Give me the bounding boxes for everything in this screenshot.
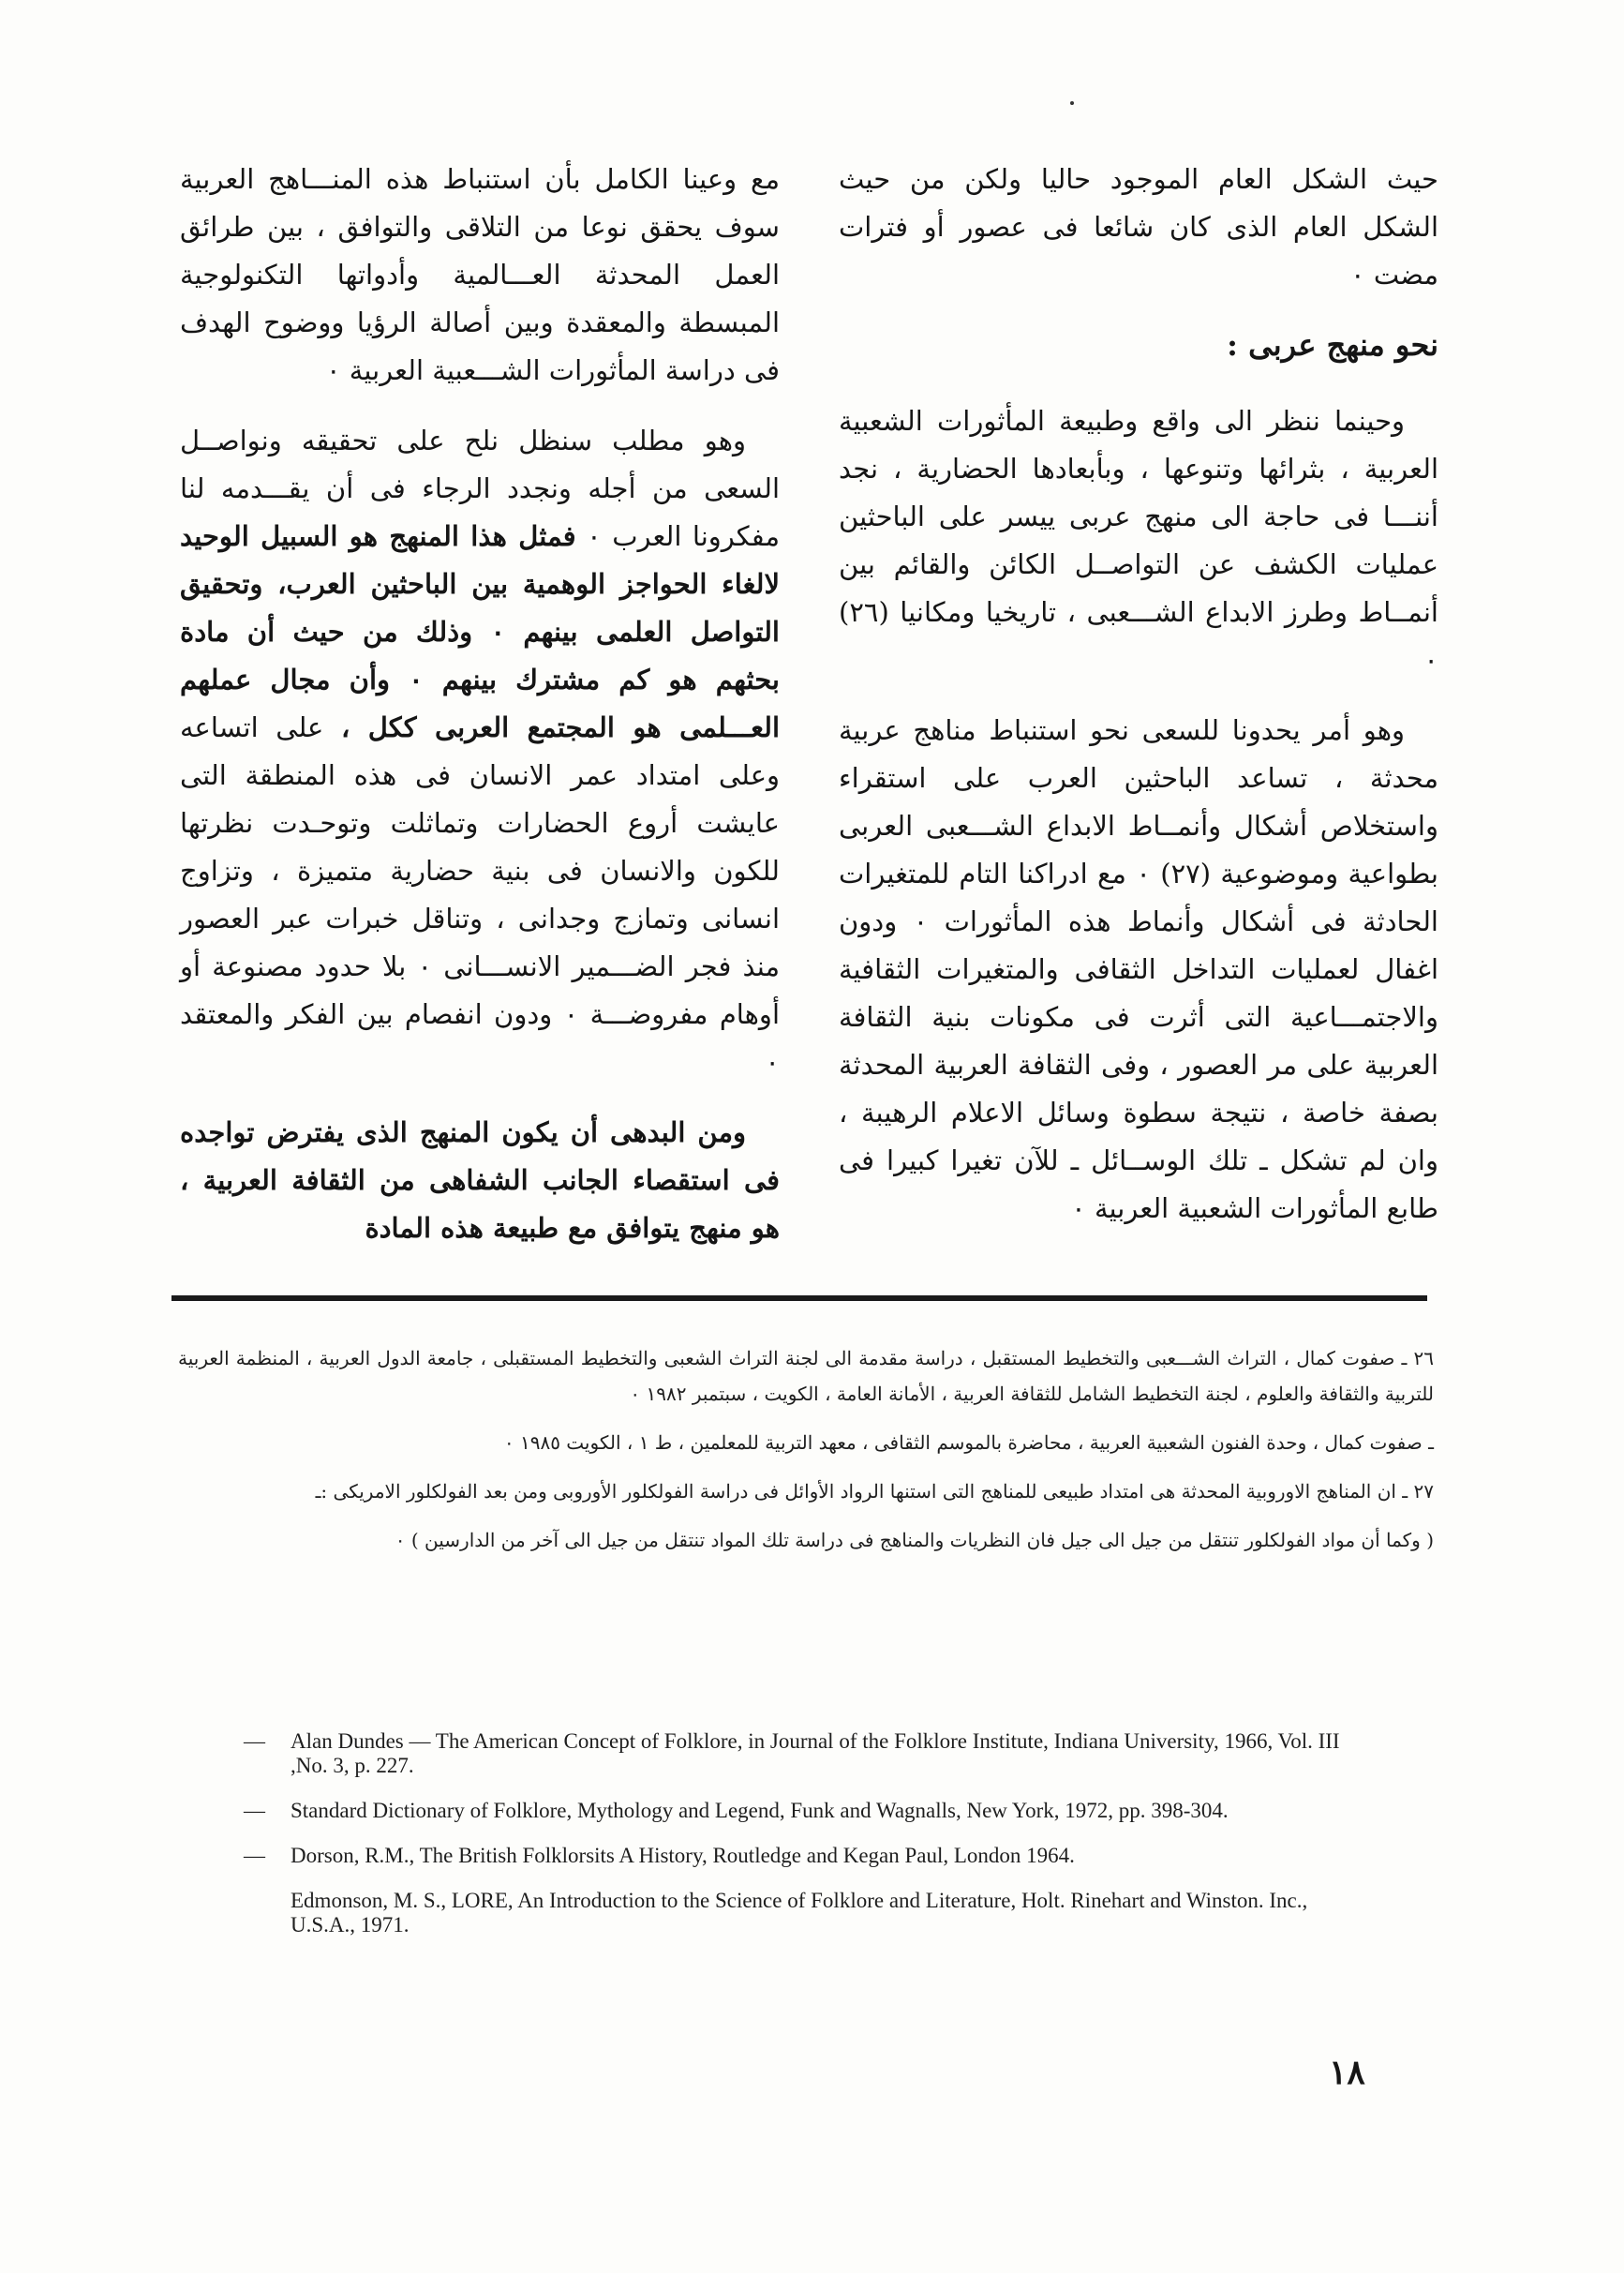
footnote-27: ٢٧ ـ ان المناهج الاوروبية المحدثة هى امتداد طبيعى للمناهج التى استنها الرواد الأوائل فى دراسة الفولكلور الأوروبى ومن بعد الفولكلور الامريكى :ـ bbox=[315, 1480, 1434, 1503]
reference-text: Alan Dundes — The American Concept of Folklore, in Journal of the Folklore Institute, Indiana University, 1966, Vol. III ,No. 3, p. 227. bbox=[291, 1729, 1340, 1777]
left-column bbox=[180, 156, 780, 1275]
paragraph: مع وعينا الكامل بأن استنباط هذه المنـــاهج العربية سوف يحقق نوعا من التلاقى والتوافق ، بين طرائق العمل المحدثة العـــالمية وأدواتها التكنولوجية المبسطة والمعقدة وبين أصالة الرؤيا ووضوح الهدف فى دراسة المأثورات الشـــعبية العربية ٠ bbox=[180, 163, 780, 386]
paragraph-text: وهو مطلب سنظل نلح على تحقيقه ونواصــل السعى من أجله ونجدد الرجاء فى أن يقـــدمه لنا مفكرونا العرب ٠ bbox=[180, 425, 781, 552]
paragraph: وهو أمر يحدونا للسعى نحو استنباط مناهج عربية محدثة ، تساعد الباحثين العرب على استقراء واستخلاص أشكال وأنمــاط الابداع الشـــعبى العربى بطواعية وموضوعية (٢٧) ٠ مع ادراكنا التام للمتغيرات الحادثة فى أشكال وأنماط هذه المأثورات ٠ ودون اغفال لعمليات التداخل الثقافى والمتغيرات الثقافية والاجتمـــاعية التى أثرت فى مكونات بنية الثقافة العربية على مر العصور ، وفى الثقافة العربية المحدثة بصفة خاصة ، نتيجة سطوة وسائل الاعلام الرهيبة ، وان لم تشكل ـ تلك الوســائل ـ للآن تغيرا كبيرا فى طابع المأثورات الشعبية العربية ٠ bbox=[839, 714, 1438, 1224]
footnote-27-quote: ( وكما أن مواد الفولكلور تنتقل من جيل الى جيل فان النظريات والمناهج فى دراسة تلك المواد تنتقل من جيل الى آخر من الدارسين ) ٠ bbox=[395, 1529, 1434, 1551]
right-column bbox=[839, 156, 1438, 1255]
section-heading: نحو منهج عربى : bbox=[1227, 327, 1438, 363]
reference-text: Dorson, R.M., The British Folklorsits A History, Routledge and Kegan Paul, London 1964. bbox=[291, 1844, 1075, 1867]
reference-text: Standard Dictionary of Folklore, Mythology and Legend, Funk and Wagnalls, New York, 1972, pp. 398-304. bbox=[291, 1799, 1229, 1822]
footnote-26: ٢٦ ـ صفوت كمال ، التراث الشـــعبى والتخطيط المستقبل ، دراسة مقدمة الى لجنة التراث الشعبى والتخطيط المستقبلى ، جامعة الدول العربية ، المنظمة العربية للتربية والثقافة والعلوم ، لجنة التخطيط الشامل للثقافة العربية ، الأمانة العامة ، الكويت ، سبتمبر ١٩٨٢ ٠ bbox=[178, 1347, 1434, 1405]
paragraph: ومن البدهى أن يكون المنهج الذى يفترض تواجده فى استقصاء الجانب الشفاهى من الثقافة العربية ، هو منهج يتوافق مع طبيعة هذه المادة bbox=[180, 1116, 780, 1244]
paragraph bbox=[180, 417, 780, 1086]
paragraph-text: على اتساعه وعلى امتداد عمر الانسان فى هذه المنطقة التى عايشت أروع الحضارات وتماثلت وتوحـدت نظرتها للكون والانسان فى بنية حضارية متميزة ، وتزاوج انسانى وتمازج وجدانى ، وتناقل خبرات عبر العصور منذ فجر الضـــمير الانســـانى ٠ بلا حدود مصنوعة أو أوهام مفروضـــة ٠ ودون انفصام بين الفكر والمعتقد ٠ bbox=[180, 711, 780, 1078]
reference-dash: — bbox=[244, 1844, 265, 1867]
reference-dash: — bbox=[244, 1799, 265, 1822]
reference-item bbox=[244, 1844, 1368, 1868]
reference-item bbox=[244, 1889, 1368, 1937]
reference-text: Edmonson, M. S., LORE, An Introduction to the Science of Folklore and Literature, Holt. Rinehart and Winston. Inc., U.S.A., 1971. bbox=[291, 1889, 1308, 1937]
reference-dash: — bbox=[244, 1729, 265, 1753]
speck-mark bbox=[1070, 101, 1074, 105]
footnote-divider bbox=[171, 1295, 1427, 1301]
footnote-26-continued: ـ صفوت كمال ، وحدة الفنون الشعبية العربية ، محاضرة بالموسم الثقافى ، معهد التربية للمعلمين ، ط ١ ، الكويت ١٩٨٥ ٠ bbox=[503, 1431, 1434, 1454]
reference-item bbox=[244, 1729, 1368, 1778]
emphasized-text: فمثل هذا المنهج هو السبيل الوحيد لالغاء الحواجز الوهمية بين الباحثين العرب، وتحقيق التواصل العلمى بينهم ٠ وذلك من حيث أن مادة بحثهم هو كم مشترك بينهم ٠ وأن مجال عملهم العـــلمى هو المجتمع العربى ككل ، bbox=[180, 520, 781, 743]
arabic-footnotes bbox=[178, 1340, 1434, 1571]
intro-paragraph: حيث الشكل العام الموجود حاليا ولكن من حيث الشكل العام الذى كان شائعا فى عصور أو فترات مضت ٠ bbox=[839, 163, 1438, 291]
english-references bbox=[244, 1729, 1368, 1958]
reference-dash bbox=[244, 1889, 291, 1937]
reference-item bbox=[244, 1799, 1368, 1823]
page-number: ١٨ bbox=[1329, 2053, 1365, 2092]
paragraph: وحينما ننظر الى واقع وطبيعة المأثورات الشعبية العربية ، بثرائها وتنوعها ، وبأبعادها الحضارية ، نجد أننـــا فى حاجة الى منهج عربى ييسر على الباحثين عمليات الكشف عن التواصــل الكائن والقائم بين أنمــاط وطرز الابداع الشـــعبى ، تاريخيا ومكانيا (٢٦) ٠ bbox=[839, 405, 1438, 676]
